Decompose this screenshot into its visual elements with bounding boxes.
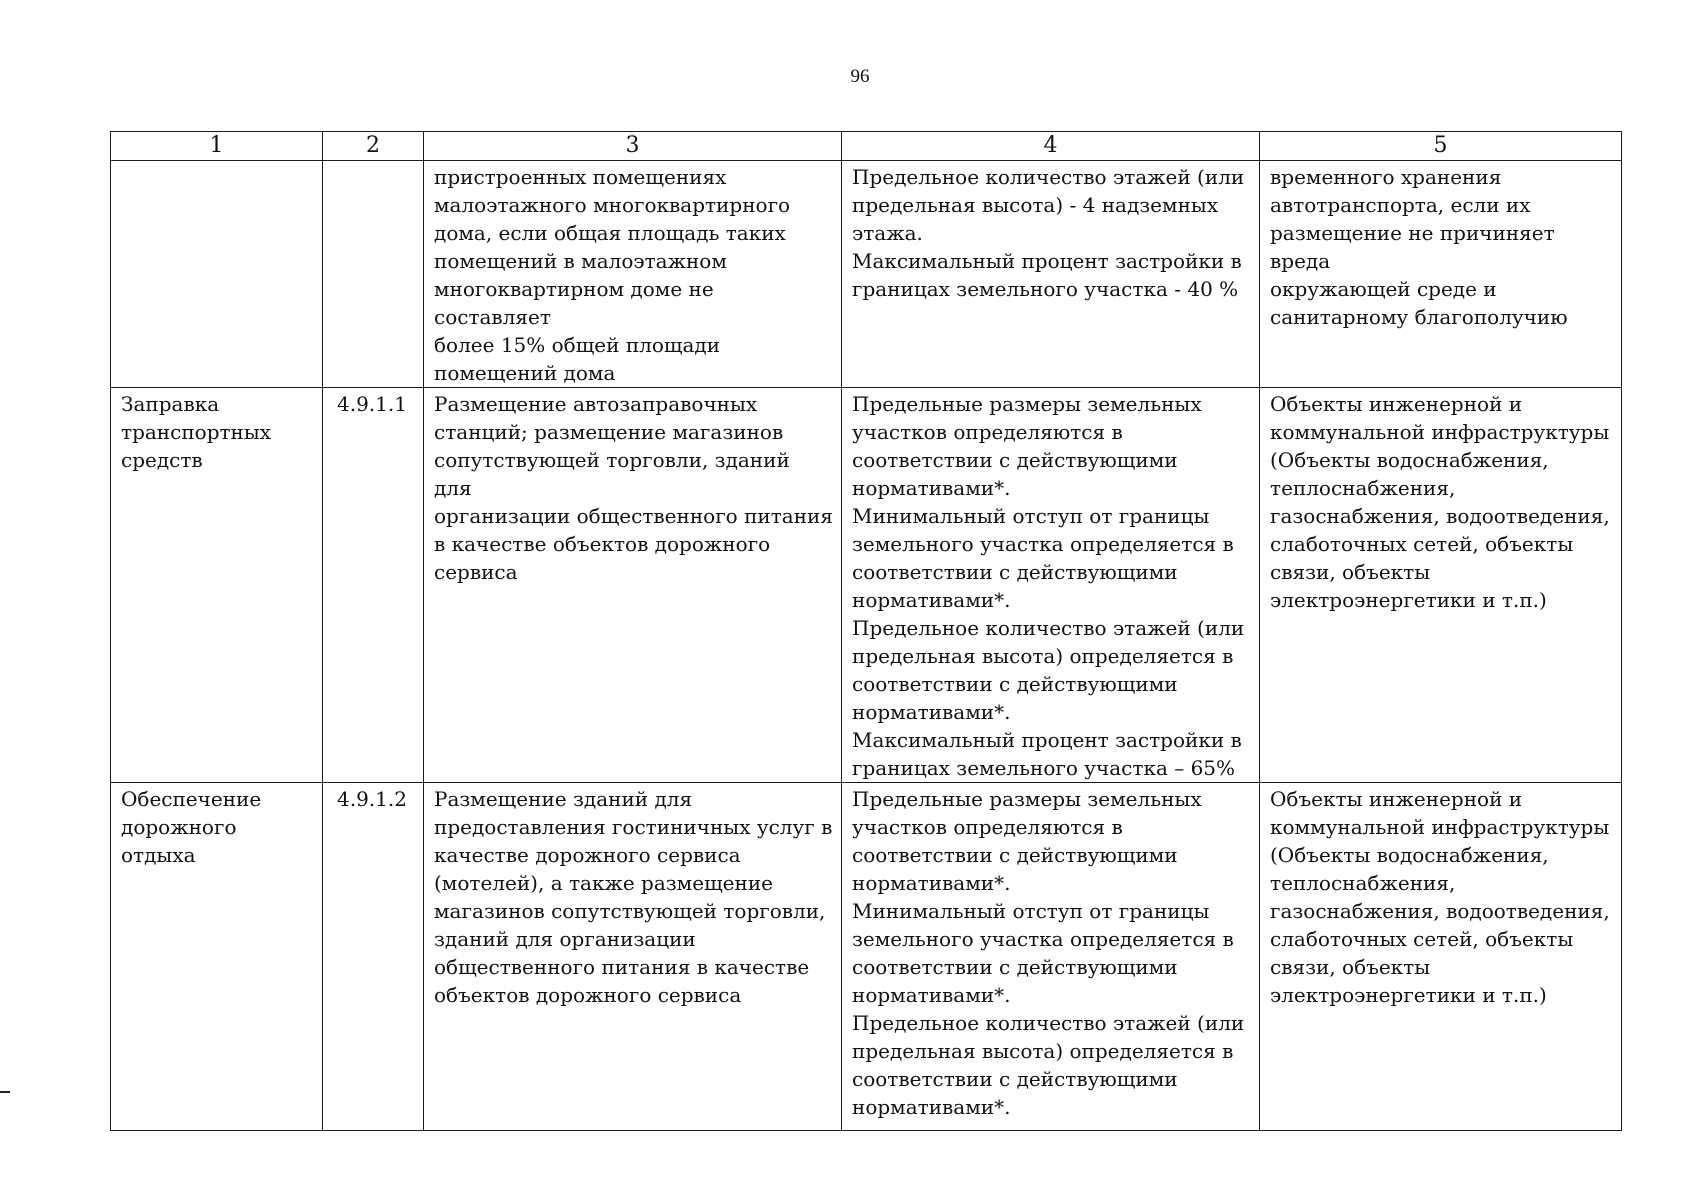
column-header: 4 <box>842 132 1260 161</box>
auxiliary-use-cell: Объекты инженерной и коммунальной инфраструктуры (Объекты водоснабжения, теплоснабжения, газоснабжения, водоотведения, слаботочных сетей, объекты связи, объекты электроэнергетики и т.п.) <box>1260 388 1622 783</box>
auxiliary-use-cell: временного хранения автотранспорта, если их размещение не причиняет вреда окружающей среде и санитарному благополучию <box>1260 161 1622 388</box>
use-code-cell: 4.9.1.1 <box>323 388 424 783</box>
auxiliary-use-cell: Объекты инженерной и коммунальной инфраструктуры (Объекты водоснабжения, теплоснабжения, газоснабжения, водоотведения, слаботочных сетей, объекты связи, объекты электроэнергетики и т.п.) <box>1260 783 1622 1131</box>
parameters-cell: Предельное количество этажей (или предельная высота) - 4 надземных этажа. Максимальный процент застройки в границах земельного участка - 40 % <box>842 161 1260 388</box>
description-cell: пристроенных помещениях малоэтажного многоквартирного дома, если общая площадь таких помещений в малоэтажном многоквартирном доме не составляет более 15% общей площади помещений дома <box>424 161 842 388</box>
page-number: 96 <box>850 66 870 87</box>
table-row <box>111 161 1622 388</box>
column-header: 2 <box>323 132 424 161</box>
use-name-cell <box>111 161 323 388</box>
parameters-cell: Предельные размеры земельных участков определяются в соответствии с действующими нормативами*. Минимальный отступ от границы земельного участка определяется в соответствии с действующими нормативами*. Предельное количество этажей (или предельная высота) определяется в соответствии с действующими нормативами*. <box>842 783 1260 1131</box>
margin-mark <box>0 1091 10 1093</box>
column-header: 5 <box>1260 132 1622 161</box>
column-header: 3 <box>424 132 842 161</box>
table-row <box>111 388 1622 783</box>
table-header-row <box>111 132 1622 161</box>
column-header: 1 <box>111 132 323 161</box>
use-code-cell: 4.9.1.2 <box>323 783 424 1131</box>
use-name-cell: Обеспечение дорожного отдыха <box>111 783 323 1131</box>
regulations-table <box>110 131 1622 1131</box>
description-cell: Размещение автозаправочных станций; размещение магазинов сопутствующей торговли, зданий для организации общественного питания в качестве объектов дорожного сервиса <box>424 388 842 783</box>
use-code-cell <box>323 161 424 388</box>
parameters-cell: Предельные размеры земельных участков определяются в соответствии с действующими нормативами*. Минимальный отступ от границы земельного участка определяется в соответствии с действующими нормативами*. Предельное количество этажей (или предельная высота) определяется в соответствии с действующими нормативами*. Максимальный процент застройки в границах земельного участка – 65% <box>842 388 1260 783</box>
use-name-cell: Заправка транспортных средств <box>111 388 323 783</box>
table-row <box>111 783 1622 1131</box>
description-cell: Размещение зданий для предоставления гостиничных услуг в качестве дорожного сервиса (мотелей), а также размещение магазинов сопутствующей торговли, зданий для организации общественного питания в качестве объектов дорожного сервиса <box>424 783 842 1131</box>
